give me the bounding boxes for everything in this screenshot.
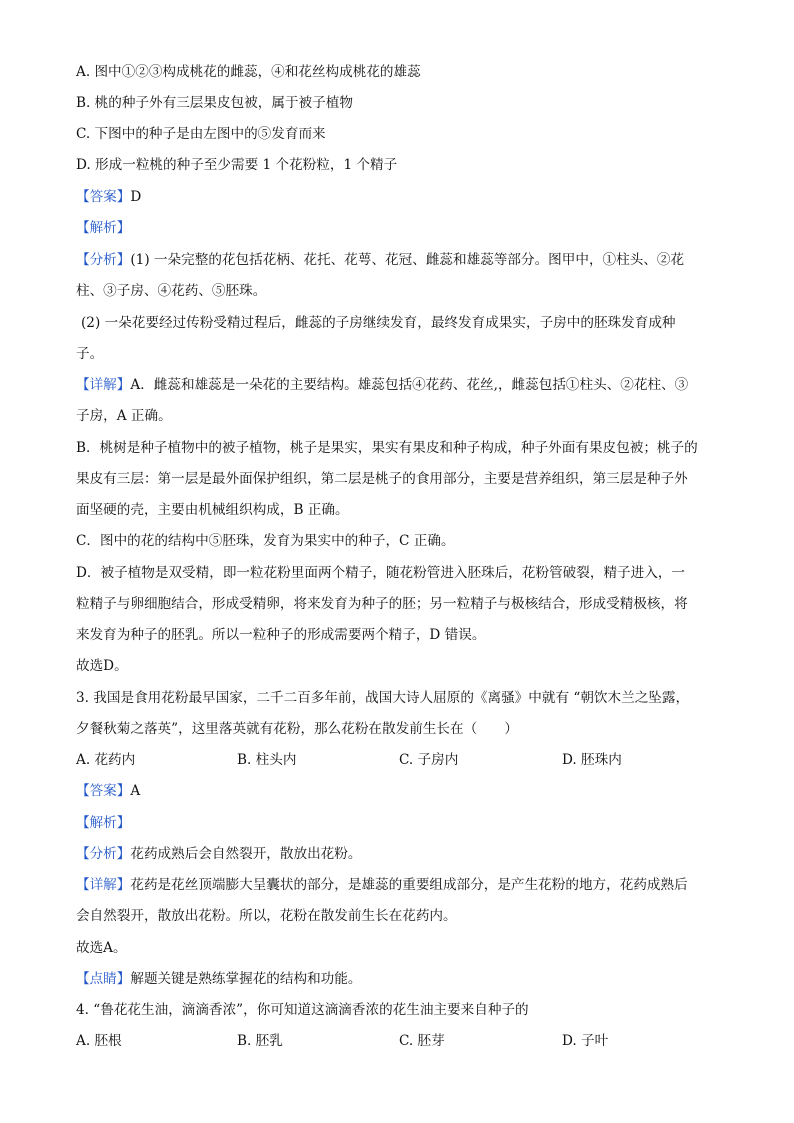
fenxi-tag: 【分析】 — [76, 252, 131, 268]
q3-jiexi-line — [76, 813, 130, 833]
answer-tag: 【答案】 — [76, 783, 131, 799]
answer-value: A — [130, 783, 141, 799]
q2-detail-line-9: 来发育为种子的胚乳。所以一粒种子的形成需要两个精子，D 错误。 — [76, 627, 486, 643]
xiangjie-tag: 【详解】 — [76, 877, 131, 893]
q2-fenxi-line-2: 柱、③子房、④花药、⑤胚珠。 — [76, 283, 267, 299]
q4-options — [76, 1031, 726, 1051]
q4-stem: 4. “鲁花花生油，滴滴香浓”，你可知道这滴滴香浓的花生油主要来自种子的 — [76, 1002, 529, 1018]
dianjing-text: 解题关键是熟练掌握花的结构和功能。 — [130, 971, 362, 987]
q3-option-d: D. 胚珠内 — [562, 752, 622, 768]
q3-dianjing-line — [76, 969, 361, 989]
q3-option-b: B. 柱头内 — [237, 752, 297, 768]
answer-value: D — [130, 189, 142, 205]
q4-option-d: D. 子叶 — [562, 1033, 609, 1049]
q3-option-c: C. 子房内 — [399, 752, 459, 768]
q3-stem-line-1: 3. 我国是食用花粉最早国家，二千二百多年前，战国大诗人屈原的《离骚》中就有 “朝饮木兰之坠露， — [76, 690, 690, 706]
detail-text: 花药是花丝顶端膨大呈囊状的部分，是雄蕊的重要组成部分，是产生花粉的地方，花药成熟后 — [130, 877, 688, 893]
q3-conclusion: 故选A。 — [76, 940, 127, 956]
q2-detail-line-8: 粒精子与卵细胞结合，形成受精卵，将来发育为种子的胚；另一粒精子与极核结合，形成受精极核，将 — [76, 596, 688, 612]
q3-detail-line-1 — [76, 875, 688, 895]
answer-tag: 【答案】 — [76, 189, 131, 205]
fenxi-text: (1) 一朵完整的花包括花柄、花托、花萼、花冠、雌蕊和雄蕊等部分。图甲中，①柱头、②花 — [130, 252, 685, 268]
jiexi-tag: 【解析】 — [76, 220, 131, 236]
q3-fenxi-line — [76, 844, 361, 864]
q2-detail-line-4: 果皮有三层：第一层是最外面保护组织，第二层是桃子的食用部分，主要是营养组织，第三层是种子外 — [76, 471, 688, 487]
detail-text: A．雌蕊和雄蕊是一朵花的主要结构。雄蕊包括④花药、花丝,，雌蕊包括①柱头、②花柱、③ — [130, 377, 689, 393]
xiangjie-tag: 【详解】 — [76, 377, 131, 393]
q3-stem-line-2: 夕餐秋菊之落英”，这里落英就有花粉，那么花粉在散发前生长在（ ） — [76, 721, 518, 737]
fenxi-tag: 【分析】 — [76, 846, 131, 862]
q2-detail-line-1 — [76, 375, 688, 395]
dianjing-tag: 【点睛】 — [76, 971, 131, 987]
q4-option-b: B. 胚乳 — [237, 1033, 283, 1049]
fenxi-text: 花药成熟后会自然裂开，散放出花粉。 — [130, 846, 362, 862]
q4-option-a: A. 胚根 — [76, 1033, 122, 1049]
q2-conclusion: 故选D。 — [76, 658, 128, 674]
q2-option-a: A. 图中①②③构成桃花的雌蕊，④和花丝构成桃花的雄蕊 — [76, 64, 421, 80]
q2-answer-line — [76, 187, 141, 207]
q3-answer-line — [76, 781, 140, 801]
q2-detail-line-7: D．被子植物是双受精，即一粒花粉里面两个精子，随花粉管进入胚珠后，花粉管破裂，精子进入，一 — [76, 565, 686, 581]
q3-option-a: A. 花药内 — [76, 752, 136, 768]
q2-option-c: C. 下图中的种子是由左图中的⑤发育而来 — [76, 126, 326, 142]
q4-option-c: C. 胚芽 — [399, 1033, 445, 1049]
q2-detail-line-3: B．桃树是种子植物中的被子植物，桃子是果实，果实有果皮和种子构成，种子外面有果皮包被；桃子的 — [76, 440, 698, 456]
q2-detail-line-6: C．图中的花的结构中⑤胚珠，发育为果实中的种子，C 正确。 — [76, 533, 455, 549]
q3-options — [76, 750, 726, 770]
q2-detail-line-5: 面坚硬的壳，主要由机械组织构成，B 正确。 — [76, 502, 349, 518]
q2-fenxi-line-1 — [76, 250, 684, 270]
q2-option-d: D. 形成一粒桃的种子至少需要 1 个花粉粒，1 个精子 — [76, 157, 398, 173]
q2-option-b: B. 桃的种子外有三层果皮包被，属于被子植物 — [76, 95, 353, 111]
q2-jiexi-line — [76, 218, 130, 238]
q2-detail-line-2: 子房，A 正确。 — [76, 408, 172, 424]
jiexi-tag: 【解析】 — [76, 815, 131, 831]
q3-detail-line-2: 会自然裂开，散放出花粉。所以，花粉在散发前生长在花药内。 — [76, 908, 457, 924]
q2-fenxi-line-3: (2) 一朵花要经过传粉受精过程后，雌蕊的子房继续发育，最终发育成果实，子房中的胚珠发育成种 — [81, 315, 676, 331]
q2-fenxi-line-4: 子。 — [76, 346, 104, 362]
